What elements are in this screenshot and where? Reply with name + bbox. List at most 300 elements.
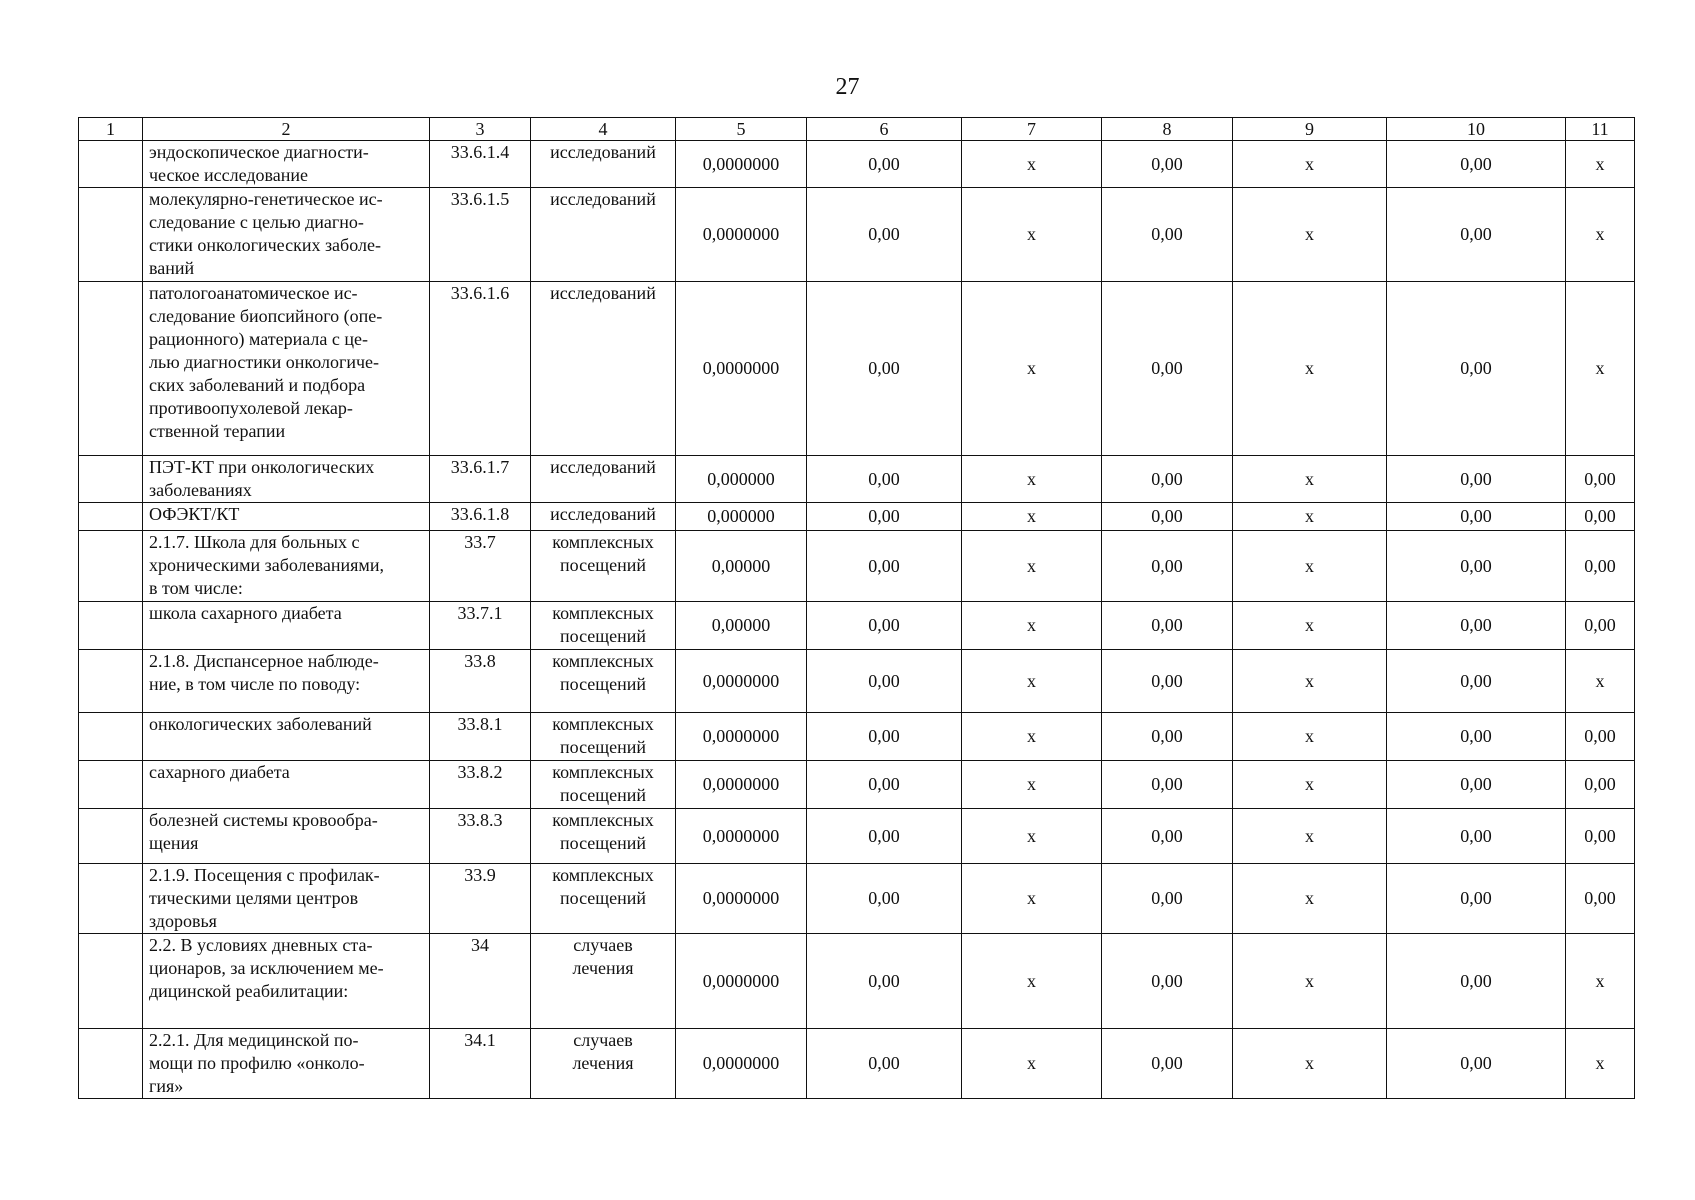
indicator-name [143, 503, 430, 531]
blank-cell [79, 809, 143, 864]
value-cell [962, 456, 1102, 503]
value-cell [1387, 934, 1566, 1029]
value-cell-text: 0,0000000 [702, 670, 780, 691]
value-cell-text: 0,00 [868, 468, 900, 489]
value-cell [962, 531, 1102, 602]
row-code-text: 33.6.1.6 [450, 283, 510, 303]
blank-cell [79, 141, 143, 188]
unit-of-measure [531, 713, 676, 761]
table-row [79, 141, 1635, 188]
value-cell [1387, 282, 1566, 456]
value-cell-text: 0,00 [1460, 153, 1492, 174]
value-cell-text: 0,00 [868, 358, 900, 378]
value-cell-text: х [1305, 468, 1314, 489]
row-code [430, 809, 531, 864]
value-cell [1566, 713, 1635, 761]
value-cell-text: х [1027, 468, 1036, 489]
value-cell [807, 602, 962, 650]
value-cell-text: 0,00 [1460, 506, 1492, 526]
value-cell-text: 0,00 [868, 970, 900, 991]
unit-of-measure [531, 282, 676, 456]
row-code [430, 934, 531, 1029]
unit-of-measure-text: случаев лечения [572, 1030, 634, 1073]
row-code [430, 713, 531, 761]
value-cell-text: х [1305, 825, 1314, 846]
value-cell [1387, 864, 1566, 934]
value-cell [1233, 809, 1387, 864]
value-cell-text: х [1305, 970, 1314, 991]
value-cell-text: 0,0000000 [702, 224, 780, 244]
value-cell [807, 141, 962, 188]
value-cell [1566, 456, 1635, 503]
value-cell [1102, 713, 1233, 761]
value-cell [1233, 864, 1387, 934]
unit-of-measure-text: комплексных посещений [552, 762, 654, 805]
indicator-name [143, 713, 430, 761]
row-code-text: 33.6.1.8 [450, 504, 510, 524]
row-code-text: 34 [471, 935, 489, 955]
table-row [79, 456, 1635, 503]
column-header: 5 [676, 118, 807, 141]
value-cell [1102, 188, 1233, 282]
indicator-name [143, 809, 430, 864]
value-cell [1102, 503, 1233, 531]
value-cell-text: 0,00 [868, 153, 900, 174]
value-cell-text: 0,0000000 [702, 888, 780, 908]
indicator-name [143, 282, 430, 456]
table-body [79, 141, 1635, 1099]
value-cell [962, 650, 1102, 713]
value-cell [1233, 282, 1387, 456]
unit-of-measure-text: комплексных посещений [552, 810, 654, 853]
unit-of-measure [531, 141, 676, 188]
table-row [79, 602, 1635, 650]
value-cell-text: 0,00 [1151, 888, 1183, 908]
unit-of-measure [531, 1029, 676, 1099]
value-cell [962, 141, 1102, 188]
value-cell-text: 0,00 [1584, 615, 1616, 635]
value-cell [962, 188, 1102, 282]
indicator-name [143, 1029, 430, 1099]
column-header: 1 [79, 118, 143, 141]
value-cell-text: 0,00 [1460, 970, 1492, 991]
value-cell-text: 0,00 [1151, 224, 1183, 244]
value-cell [1387, 713, 1566, 761]
blank-cell [79, 1029, 143, 1099]
value-cell [962, 713, 1102, 761]
value-cell [962, 1029, 1102, 1099]
value-cell-text: 0,00 [868, 888, 900, 908]
column-header: 4 [531, 118, 676, 141]
unit-of-measure [531, 650, 676, 713]
indicator-name [143, 761, 430, 809]
row-code-text: 34.1 [464, 1030, 496, 1050]
blank-cell [79, 864, 143, 934]
value-cell-text: 0,00 [868, 224, 900, 244]
blank-cell [79, 602, 143, 650]
unit-of-measure-text: комплексных посещений [552, 603, 654, 646]
value-cell [1566, 1029, 1635, 1099]
indicator-name-text: онкологических заболеваний [149, 714, 372, 734]
blank-cell [79, 713, 143, 761]
indicators-table [78, 117, 1635, 1099]
row-code [430, 503, 531, 531]
unit-of-measure-text: исследований [550, 142, 656, 162]
page-number: 27 [835, 74, 860, 100]
value-cell [1233, 934, 1387, 1029]
column-header: 7 [962, 118, 1102, 141]
value-cell [1387, 809, 1566, 864]
value-cell [676, 650, 807, 713]
value-cell [1566, 864, 1635, 934]
indicator-name [143, 141, 430, 188]
value-cell [1566, 934, 1635, 1029]
value-cell-text: х [1595, 358, 1605, 378]
value-cell [1102, 864, 1233, 934]
unit-of-measure-text: исследований [550, 189, 656, 209]
value-cell-text: х [1305, 1053, 1314, 1073]
value-cell-text: х [1305, 555, 1314, 576]
value-cell-text: х [1595, 970, 1605, 991]
value-cell-text: х [1305, 774, 1314, 794]
value-cell-text: х [1027, 774, 1036, 794]
table-row [79, 531, 1635, 602]
blank-cell [79, 761, 143, 809]
column-header: 8 [1102, 118, 1233, 141]
value-cell [962, 282, 1102, 456]
value-cell-text: х [1027, 358, 1036, 378]
indicator-name-text: 2.2.1. Для медицинской по- мощи по профилю «онколо- гия» [149, 1030, 365, 1096]
value-cell-text: 0,000000 [707, 506, 775, 526]
row-code-text: 33.6.1.4 [450, 142, 510, 162]
value-cell [807, 809, 962, 864]
value-cell [807, 713, 962, 761]
indicator-name-text: патологоанатомическое ис- следование биопсийного (опе- рационного) материала с це- лью диагностики онкологиче- ских заболеваний и подбора противоопухолевой лекар- ственной терапии [149, 283, 383, 441]
column-header: 11 [1566, 118, 1635, 141]
value-cell-text: 0,0000000 [702, 153, 780, 174]
value-cell [676, 934, 807, 1029]
value-cell-text: 0,00 [1460, 555, 1492, 576]
value-cell [1387, 531, 1566, 602]
value-cell [1102, 141, 1233, 188]
value-cell [807, 934, 962, 1029]
value-cell-text: 0,00000 [711, 555, 771, 576]
unit-of-measure-text: исследований [550, 457, 656, 477]
value-cell-text: 0,00 [1151, 726, 1183, 746]
value-cell-text: 0,00 [1151, 615, 1183, 635]
value-cell [1233, 188, 1387, 282]
indicator-name-text: ПЭТ-КТ при онкологических заболеваниях [149, 457, 375, 500]
value-cell-text: х [1595, 153, 1605, 174]
value-cell [1102, 650, 1233, 713]
value-cell-text: 0,00 [1460, 358, 1492, 378]
value-cell [676, 1029, 807, 1099]
value-cell [807, 188, 962, 282]
value-cell [676, 809, 807, 864]
value-cell-text: 0,00 [1151, 555, 1183, 576]
value-cell-text: х [1305, 615, 1314, 635]
value-cell [1387, 141, 1566, 188]
value-cell-text: 0,00 [1151, 825, 1183, 846]
indicator-name-text: эндоскопическое диагности- ческое исследование [149, 142, 369, 185]
value-cell [1233, 761, 1387, 809]
value-cell [807, 282, 962, 456]
row-code-text: 33.8.1 [457, 714, 503, 734]
value-cell-text: х [1305, 153, 1314, 174]
value-cell [1102, 761, 1233, 809]
value-cell [1233, 141, 1387, 188]
value-cell [1387, 761, 1566, 809]
unit-of-measure-text: исследований [550, 283, 656, 303]
table-row [79, 188, 1635, 282]
value-cell [676, 602, 807, 650]
value-cell-text: 0,00000 [711, 615, 771, 635]
value-cell [1566, 141, 1635, 188]
value-cell-text: х [1595, 670, 1605, 691]
table-row [79, 761, 1635, 809]
value-cell-text: х [1305, 726, 1314, 746]
value-cell [807, 650, 962, 713]
unit-of-measure [531, 934, 676, 1029]
value-cell-text: 0,00 [1151, 774, 1183, 794]
column-header: 6 [807, 118, 962, 141]
value-cell-text: 0,00 [868, 825, 900, 846]
row-code-text: 33.8 [464, 651, 496, 671]
value-cell-text: 0,00 [1151, 506, 1183, 526]
value-cell-text: х [1027, 726, 1036, 746]
column-number-row [79, 118, 1635, 141]
value-cell-text: 0,00 [1460, 615, 1492, 635]
value-cell-text: х [1305, 506, 1314, 526]
value-cell [807, 1029, 962, 1099]
indicator-name-text: болезней системы кровообра- щения [149, 810, 378, 853]
value-cell [962, 934, 1102, 1029]
value-cell [962, 503, 1102, 531]
row-code [430, 650, 531, 713]
indicator-name-text: сахарного диабета [149, 762, 290, 782]
table-row [79, 650, 1635, 713]
unit-of-measure [531, 188, 676, 282]
value-cell [1233, 503, 1387, 531]
value-cell-text: 0,00 [1460, 774, 1492, 794]
value-cell [807, 864, 962, 934]
unit-of-measure-text: исследований [550, 504, 656, 524]
table-row [79, 713, 1635, 761]
value-cell-text: 0,00 [1584, 888, 1616, 908]
unit-of-measure [531, 503, 676, 531]
value-cell-text: х [1305, 888, 1314, 908]
value-cell [1233, 531, 1387, 602]
blank-cell [79, 503, 143, 531]
unit-of-measure-text: случаев лечения [572, 935, 634, 978]
row-code [430, 1029, 531, 1099]
value-cell-text: 0,00 [868, 555, 900, 576]
value-cell-text: 0,00 [1460, 468, 1492, 489]
indicator-name-text: 2.1.9. Посещения с профилак- тическими целями центров здоровья [149, 865, 380, 931]
value-cell [1387, 1029, 1566, 1099]
indicator-name [143, 456, 430, 503]
blank-cell [79, 934, 143, 1029]
row-code-text: 33.8.2 [457, 762, 503, 782]
value-cell [1102, 934, 1233, 1029]
column-header: 9 [1233, 118, 1387, 141]
value-cell [1387, 188, 1566, 282]
value-cell [807, 503, 962, 531]
row-code-text: 33.7.1 [457, 603, 503, 623]
value-cell [1566, 809, 1635, 864]
unit-of-measure [531, 864, 676, 934]
value-cell-text: 0,00 [1460, 1053, 1492, 1073]
row-code [430, 456, 531, 503]
indicator-name [143, 188, 430, 282]
value-cell [1387, 650, 1566, 713]
value-cell-text: 0,00 [868, 774, 900, 794]
indicator-name-text: 2.1.8. Диспансерное наблюде- ние, в том числе по поводу: [149, 651, 379, 694]
blank-cell [79, 531, 143, 602]
unit-of-measure [531, 761, 676, 809]
value-cell-text: 0,0000000 [702, 1053, 780, 1073]
indicator-name-text: 2.1.7. Школа для больных с хроническими заболеваниями, в том числе: [149, 532, 384, 598]
table-row [79, 503, 1635, 531]
value-cell [1102, 456, 1233, 503]
row-code [430, 531, 531, 602]
value-cell-text: 0,00 [868, 726, 900, 746]
indicator-name-text: школа сахарного диабета [149, 603, 342, 623]
value-cell-text: 0,00 [1584, 774, 1616, 794]
unit-of-measure [531, 809, 676, 864]
value-cell-text: х [1027, 825, 1036, 846]
value-cell [1387, 456, 1566, 503]
value-cell [1233, 1029, 1387, 1099]
unit-of-measure-text: комплексных посещений [552, 532, 654, 575]
value-cell [962, 761, 1102, 809]
value-cell [676, 503, 807, 531]
value-cell [962, 602, 1102, 650]
value-cell [1387, 503, 1566, 531]
unit-of-measure-text: комплексных посещений [552, 865, 654, 908]
indicator-name-text: ОФЭКТ/КТ [149, 504, 240, 524]
value-cell-text: 0,0000000 [702, 358, 780, 378]
blank-cell [79, 650, 143, 713]
unit-of-measure [531, 602, 676, 650]
value-cell-text: 0,00 [1460, 224, 1492, 244]
unit-of-measure-text: комплексных посещений [552, 651, 654, 694]
value-cell-text: 0,00 [1584, 825, 1616, 846]
value-cell-text: х [1027, 670, 1036, 691]
value-cell [1566, 761, 1635, 809]
value-cell [1566, 602, 1635, 650]
value-cell-text: 0,0000000 [702, 774, 780, 794]
value-cell-text: х [1595, 224, 1605, 244]
value-cell [1102, 602, 1233, 650]
row-code [430, 141, 531, 188]
indicator-name [143, 531, 430, 602]
row-code [430, 188, 531, 282]
value-cell-text: х [1027, 555, 1036, 576]
value-cell [676, 456, 807, 503]
value-cell-text: 0,00 [868, 615, 900, 635]
value-cell-text: 0,0000000 [702, 970, 780, 991]
value-cell [1566, 531, 1635, 602]
value-cell-text: х [1027, 153, 1036, 174]
value-cell [676, 761, 807, 809]
row-code-text: 33.8.3 [457, 810, 503, 830]
value-cell-text: 0,000000 [707, 468, 775, 489]
value-cell [676, 188, 807, 282]
value-cell-text: х [1305, 670, 1314, 691]
row-code-text: 33.7 [464, 532, 496, 552]
value-cell-text: 0,00 [1584, 468, 1616, 489]
unit-of-measure [531, 456, 676, 503]
row-code-text: 33.9 [464, 865, 496, 885]
table-row [79, 864, 1635, 934]
value-cell-text: х [1027, 1053, 1036, 1073]
value-cell [807, 456, 962, 503]
value-cell [1233, 713, 1387, 761]
indicator-name [143, 650, 430, 713]
unit-of-measure-text: комплексных посещений [552, 714, 654, 757]
table-row [79, 809, 1635, 864]
value-cell [676, 141, 807, 188]
value-cell-text: 0,00 [868, 670, 900, 691]
value-cell-text: 0,0000000 [702, 825, 780, 846]
value-cell [676, 864, 807, 934]
value-cell-text: 0,00 [1584, 726, 1616, 746]
value-cell-text: 0,00 [1151, 970, 1183, 991]
value-cell [1387, 602, 1566, 650]
value-cell-text: х [1027, 615, 1036, 635]
value-cell-text: х [1027, 224, 1036, 244]
table-row [79, 282, 1635, 456]
value-cell [1566, 188, 1635, 282]
row-code [430, 282, 531, 456]
value-cell-text: 0,00 [1460, 888, 1492, 908]
value-cell [1102, 809, 1233, 864]
value-cell [807, 761, 962, 809]
value-cell-text: х [1305, 224, 1314, 244]
table-row [79, 934, 1635, 1029]
value-cell-text: 0,00 [1151, 153, 1183, 174]
value-cell [1102, 282, 1233, 456]
blank-cell [79, 456, 143, 503]
value-cell [676, 531, 807, 602]
value-cell-text: 0,00 [1151, 670, 1183, 691]
blank-cell [79, 188, 143, 282]
indicator-name-text: молекулярно-генетическое ис- следование с целью диагно- стики онкологических заболе- ваний [149, 189, 383, 278]
value-cell [962, 864, 1102, 934]
value-cell-text: 0,00 [1460, 825, 1492, 846]
value-cell-text: 0,0000000 [702, 726, 780, 746]
value-cell-text: х [1305, 358, 1314, 378]
row-code-text: 33.6.1.7 [450, 457, 510, 477]
indicator-name [143, 602, 430, 650]
row-code [430, 602, 531, 650]
value-cell [1233, 456, 1387, 503]
value-cell-text: х [1027, 506, 1036, 526]
value-cell [1102, 1029, 1233, 1099]
value-cell-text: 0,00 [868, 1053, 900, 1073]
column-header: 10 [1387, 118, 1566, 141]
value-cell [1566, 650, 1635, 713]
value-cell-text: х [1027, 888, 1036, 908]
indicator-name-text: 2.2. В условиях дневных ста- ционаров, за исключением ме- дицинской реабилитации: [149, 935, 384, 1001]
row-code [430, 864, 531, 934]
row-code [430, 761, 531, 809]
table-row [79, 1029, 1635, 1099]
unit-of-measure [531, 531, 676, 602]
indicator-name [143, 934, 430, 1029]
value-cell [1102, 531, 1233, 602]
